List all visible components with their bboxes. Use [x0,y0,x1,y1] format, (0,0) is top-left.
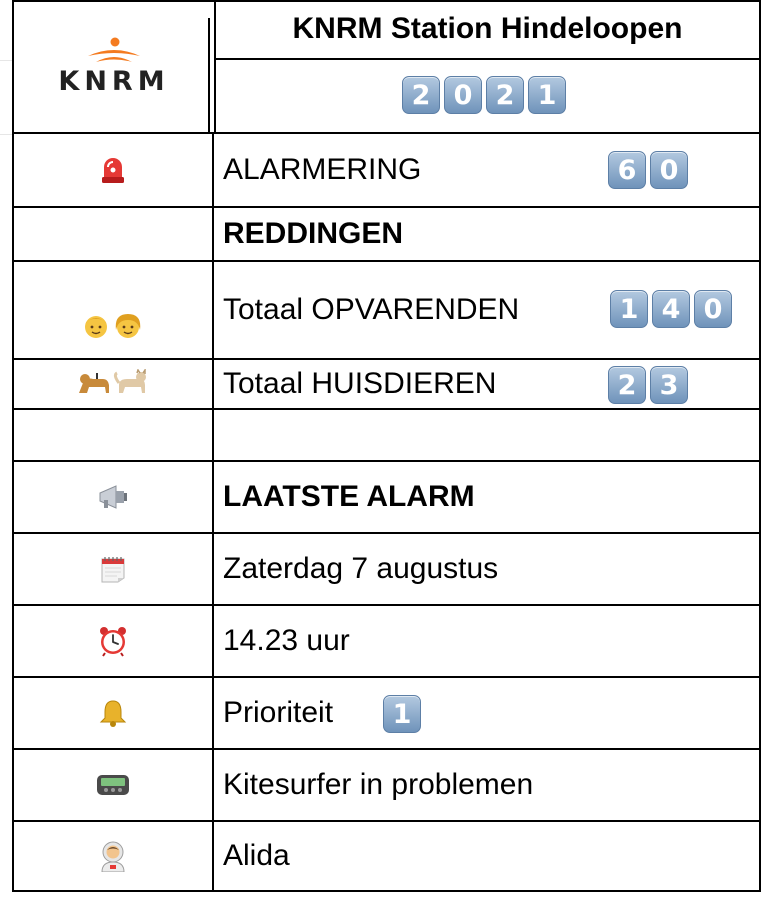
icon-cell [12,534,214,604]
pager-icon [95,772,131,798]
row-empty [12,410,761,462]
row-prioriteit [12,678,761,750]
icon-cell [12,262,214,358]
row-huisdieren [12,360,761,410]
label-cell [214,606,761,676]
label-cell [214,410,761,460]
alarmering-label: ALARMERING [223,153,422,186]
icon-cell [12,750,214,820]
gridline [0,134,12,135]
year-digit: 2 [402,76,440,114]
count-digit: 2 [608,366,646,404]
count-digit: 1 [610,290,648,328]
logo-cell [12,0,214,132]
icon-cell [12,360,214,408]
calendar-icon [99,554,127,584]
icon-cell [12,606,214,676]
title-cell [214,0,761,60]
count-digit: 6 [608,151,646,189]
opvarenden-label: Totaal OPVARENDEN [223,293,520,326]
laatste-alarm-heading: LAATSTE ALARM [223,480,475,513]
pets-icon [75,369,151,399]
siren-icon [99,155,127,185]
count-digit: 3 [650,366,688,404]
label-cell [214,750,761,820]
row-laatste-alarm [12,462,761,534]
tijd-label: 14.23 uur [223,624,350,657]
alarm-clock-icon [97,625,129,657]
row-alarmering [12,134,761,208]
melding-label: Kitesurfer in problemen [223,768,534,801]
year-cell [214,60,761,132]
astronaut-icon [98,840,128,872]
count-digit: 0 [694,290,732,328]
icon-cell [12,822,214,890]
station-title: KNRM Station Hindeloopen [292,12,683,45]
label-cell [214,462,761,532]
row-boot [12,822,761,892]
label-cell [214,360,761,408]
bell-icon [98,698,128,728]
year-keycaps [402,76,566,114]
icon-cell [12,134,214,206]
row-tijd [12,606,761,678]
row-opvarenden [12,262,761,360]
header-block [12,0,761,134]
huisdieren-keycaps [608,366,688,404]
label-cell [214,262,761,358]
label-cell [214,678,761,748]
knrm-logo [58,36,169,97]
prioriteit-label: Prioriteit [223,696,334,729]
row-reddingen [12,208,761,262]
label-cell [214,822,761,890]
alarmering-keycaps [608,151,688,189]
year-digit: 1 [528,76,566,114]
opvarenden-keycaps [610,290,732,328]
people-icon [78,310,148,340]
prioriteit-keycaps [383,695,421,733]
label-cell [214,208,761,260]
row-melding [12,750,761,822]
priority-digit: 1 [383,695,421,733]
label-cell [214,534,761,604]
icon-cell [12,678,214,748]
boot-label: Alida [223,839,290,872]
year-digit: 2 [486,76,524,114]
logo-text: KNRM [58,65,170,97]
row-datum [12,534,761,606]
gridline [0,60,12,61]
icon-cell [12,462,214,532]
icon-cell [12,208,214,260]
huisdieren-label: Totaal HUISDIEREN [223,367,497,400]
label-cell [214,134,761,206]
logo-divider [208,18,210,134]
datum-label: Zaterdag 7 augustus [223,552,499,585]
reddingen-heading: REDDINGEN [223,217,404,250]
icon-cell [12,410,214,460]
megaphone-icon [96,483,130,511]
count-digit: 4 [652,290,690,328]
count-digit: 0 [650,151,688,189]
year-digit: 0 [444,76,482,114]
knrm-logo-swoosh-icon [84,36,144,66]
